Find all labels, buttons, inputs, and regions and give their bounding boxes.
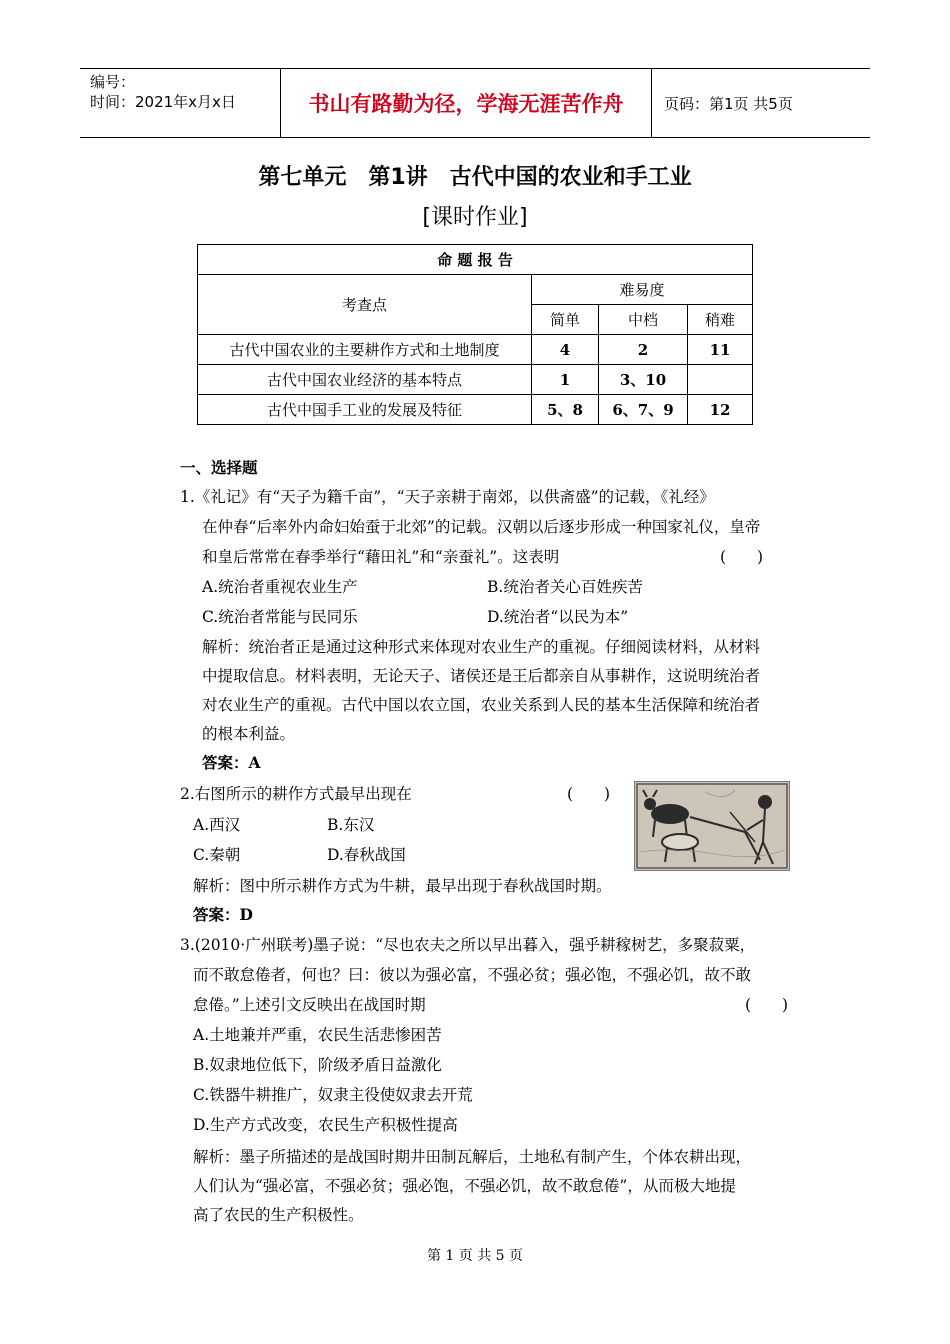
row-mid: 2 [599,335,688,365]
header-meta [80,69,280,137]
q1-line3: 和皇后常常在春季举行“藉田礼”和“亲蚕礼”。这表明 [202,548,560,566]
q3-line3: 怠倦。”上述引文反映出在战国时期 [193,996,426,1014]
q1-line2: 在仲春“后率外内命妇始蚕于北郊”的记载。汉朝以后逐步形成一种国家礼仪，皇帝 [202,518,761,536]
header-page-info: 页码：第1页 共5页 [664,94,793,113]
q2-option-b: B.东汉 [327,816,375,834]
q1-explanation-2: 中提取信息。材料表明，无论天子、诸侯还是王后都亲自从事耕作，这说明统治者 [202,667,761,685]
q3-option-d: D.生产方式改变，农民生产积极性提高 [193,1116,458,1134]
q3-line1: 3.(2010·广州联考)墨子说：“尽也农夫之所以早出暮入，强乎耕稼树艺，多聚菽粟， [180,936,756,954]
q2-bracket: ( ) [567,785,611,803]
q2-answer: 答案：D [193,905,253,924]
q3-line2: 而不敢怠倦者，何也？曰：彼以为强必富，不强必贫；强必饱，不强必饥，故不敢 [193,966,752,984]
report-heading: 命 题 报 告 [198,245,753,275]
section-heading: 一、选择题 [180,458,258,477]
row-topic: 古代中国手工业的发展及特征 [198,395,532,425]
q2-explanation-1: 解析：图中所示耕作方式为牛耕，最早出现于春秋战国时期。 [193,877,612,895]
row-topic: 古代中国农业经济的基本特点 [198,365,532,395]
level-hard: 稍难 [688,305,753,335]
header-motto: 书山有路勤为径，学海无涯苦作舟 [280,69,652,137]
q3-explanation-1: 解析：墨子所描述的是战国时期井田制瓦解后，土地私有制产生，个体农耕出现， [193,1148,752,1166]
page-footer: 第 1 页 共 5 页 [426,1248,524,1264]
q1-line1: 1.《礼记》有“天子为籍千亩”，“天子亲耕于南郊，以供斋盛”的记载，《礼经》 [180,488,715,506]
q1-answer: 答案：A [202,753,261,772]
page-title: 第七单元 第1讲 古代中国的农业和手工业 [258,165,692,190]
row-hard: 12 [688,395,753,425]
table-row [198,395,753,425]
table-row [198,365,753,395]
q3-option-b: B.奴隶地位低下，阶级矛盾日益激化 [193,1056,442,1074]
ox-plough-mural-image [634,781,790,871]
q3-explanation-3: 高了农民的生产积极性。 [193,1206,364,1224]
code-label: 编号： [90,73,136,91]
q1-explanation-4: 的根本利益。 [202,725,296,743]
q1-explanation-3: 对农业生产的重视。古代中国以农立国，农业关系到人民的基本生活保障和统治者 [202,696,761,714]
row-easy: 4 [532,335,599,365]
q2-line1: 2.右图所示的耕作方式最早出现在 [180,785,412,803]
q1-bracket: ( ) [720,548,764,566]
report-table [197,244,753,425]
page-header [80,68,870,138]
date-label: 时间：2021年x月x日 [90,93,236,111]
level-easy: 简单 [532,305,599,335]
row-easy: 5、8 [532,395,599,425]
q1-explanation-1: 解析：统治者正是通过这种形式来体现对农业生产的重视。仔细阅读材料，从材料 [202,638,761,656]
q3-explanation-2: 人们认为“强必富，不强必贫；强必饱，不强必饥，故不敢怠倦”，从而极大地提 [193,1177,736,1195]
table-row [198,335,753,365]
row-topic: 古代中国农业的主要耕作方式和土地制度 [198,335,532,365]
q1-option-d: D.统治者“以民为本” [487,608,629,626]
row-hard: 11 [688,335,753,365]
row-hard [688,365,753,395]
row-mid: 6、7、9 [599,395,688,425]
q3-bracket: ( ) [745,996,789,1014]
row-mid: 3、10 [599,365,688,395]
q2-option-c: C.秦朝 [193,846,241,864]
q1-option-a: A.统治者重视农业生产 [202,578,358,596]
q1-option-b: B.统治者关心百姓疾苦 [487,578,643,596]
q2-option-a: A.西汉 [193,816,241,834]
q3-option-a: A.土地兼并严重，农民生活悲惨困苦 [193,1026,442,1044]
q2-option-d: D.春秋战国 [327,846,406,864]
col-topic-header: 考查点 [198,275,532,335]
page-subtitle: [课时作业] [422,205,528,230]
q3-option-c: C.铁器牛耕推广，奴隶主役使奴隶去开荒 [193,1086,473,1104]
row-easy: 1 [532,365,599,395]
q1-option-c: C.统治者常能与民同乐 [202,608,358,626]
level-mid: 中档 [599,305,688,335]
col-difficulty-header: 难易度 [532,275,753,305]
